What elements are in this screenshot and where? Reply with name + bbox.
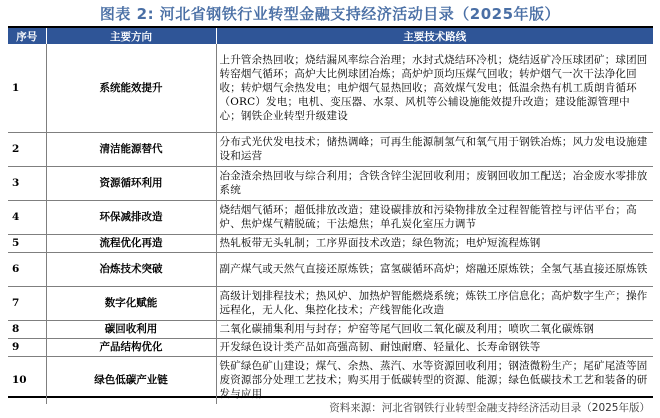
row-routes: 烧结烟气循环；超低排放改造；建设碳排放和污染物排放全过程智能管控与评估平台；高炉、焦炉煤气精脱硫；干法熄焦；单孔炭化室压力调节 [216,200,653,234]
header-no: 序号 [8,28,46,44]
row-direction: 数字化赋能 [46,286,216,320]
table-row [8,252,653,286]
row-no: 5 [8,234,46,252]
row-routes: 开发绿色设计类产品如高强高韧、耐蚀耐磨、轻量化、长寿命钢铁等 [216,338,653,356]
row-direction: 资源循环利用 [46,166,216,200]
row-routes: 上升管余热回收；烧结漏风率综合治理；水封式烧结环冷机；烧结返矿冷压球团矿；球团回转窑烟气循环；高炉大比例球团冶炼；高炉炉顶均压煤气回收；转炉烟气一次干法净化回收；转炉烟气余热发电；电炉烟气显热回收；高效煤气发电；低温余热有机工质朗肯循环（ORC）发电；电机、变压器、水泵、风机等公辅设施能效提升改造；建设能源管理中心；钢铁企业转型升级建设 [216,44,653,132]
table-row [8,234,653,252]
header-direction: 主要方向 [46,28,216,44]
row-direction: 系统能效提升 [46,44,216,132]
row-no: 10 [8,356,46,404]
row-no: 6 [8,252,46,286]
table-row [8,166,653,200]
row-routes: 二氧化碳捕集利用与封存；炉窑等尾气回收二氧化碳及利用；喷吹二氧化碳炼钢 [216,320,653,338]
row-direction: 环保减排改造 [46,200,216,234]
row-no: 3 [8,166,46,200]
row-direction: 冶炼技术突破 [46,252,216,286]
row-direction: 流程优化再造 [46,234,216,252]
row-no: 2 [8,132,46,166]
row-routes: 铁矿绿色矿山建设；煤气、余热、蒸汽、水等资源回收利用；钢渣微粉生产；尾矿尾渣等固废资源部分处理工艺技术；购买用于低碳转型的资源、能源；绿色低碳技术工艺和装备的研发与应用 [219,360,648,401]
source-note: 资料来源：河北省钢铁行业转型金融支持经济活动目录（2025年版） [329,402,650,414]
row-no: 7 [8,286,46,320]
catalog-table [8,28,653,404]
row-direction: 产品结构优化 [46,338,216,356]
header-routes: 主要技术路线 [216,28,653,44]
table-row [8,356,653,404]
row-no: 9 [8,338,46,356]
row-routes: 副产煤气或天然气直接还原炼铁；富氢碳循环高炉；熔融还原炼铁；全氢气基直接还原炼铁 [216,252,653,286]
row-routes: 冶金渣余热回收与综合利用；含铁含锌尘泥回收利用；废钢回收加工配送；冶金废水零排放系统 [216,166,653,200]
table-header-row [8,28,653,44]
table-row [8,132,653,166]
figure-title: 图表 2: 河北省钢铁行业转型金融支持经济活动目录（2025年版） [99,5,561,23]
row-routes: 热轧板带无头轧制；工序界面技术改造；绿色物流；电炉短流程炼钢 [216,234,653,252]
table-row [8,200,653,234]
row-no: 8 [8,320,46,338]
row-direction: 清洁能源替代 [46,132,216,166]
row-routes: 分布式光伏发电技术；储热调峰；可再生能源制氢气和氧气用于钢铁冶炼；风力发电设施建设和运营 [216,132,653,166]
table-row [8,286,653,320]
table-row [8,320,653,338]
row-direction: 绿色低碳产业链 [46,356,216,404]
row-no: 1 [8,44,46,132]
row-routes: 高级计划排程技术；热风炉、加热炉智能燃烧系统；炼铁工序信息化；高炉数字生产；操作远程化，无人化、集控化技术；产线智能化改造 [216,286,653,320]
table-row [8,338,653,356]
row-no: 4 [8,200,46,234]
table-row [8,44,653,132]
row-direction: 碳回收利用 [46,320,216,338]
catalog-table-container [8,26,653,401]
